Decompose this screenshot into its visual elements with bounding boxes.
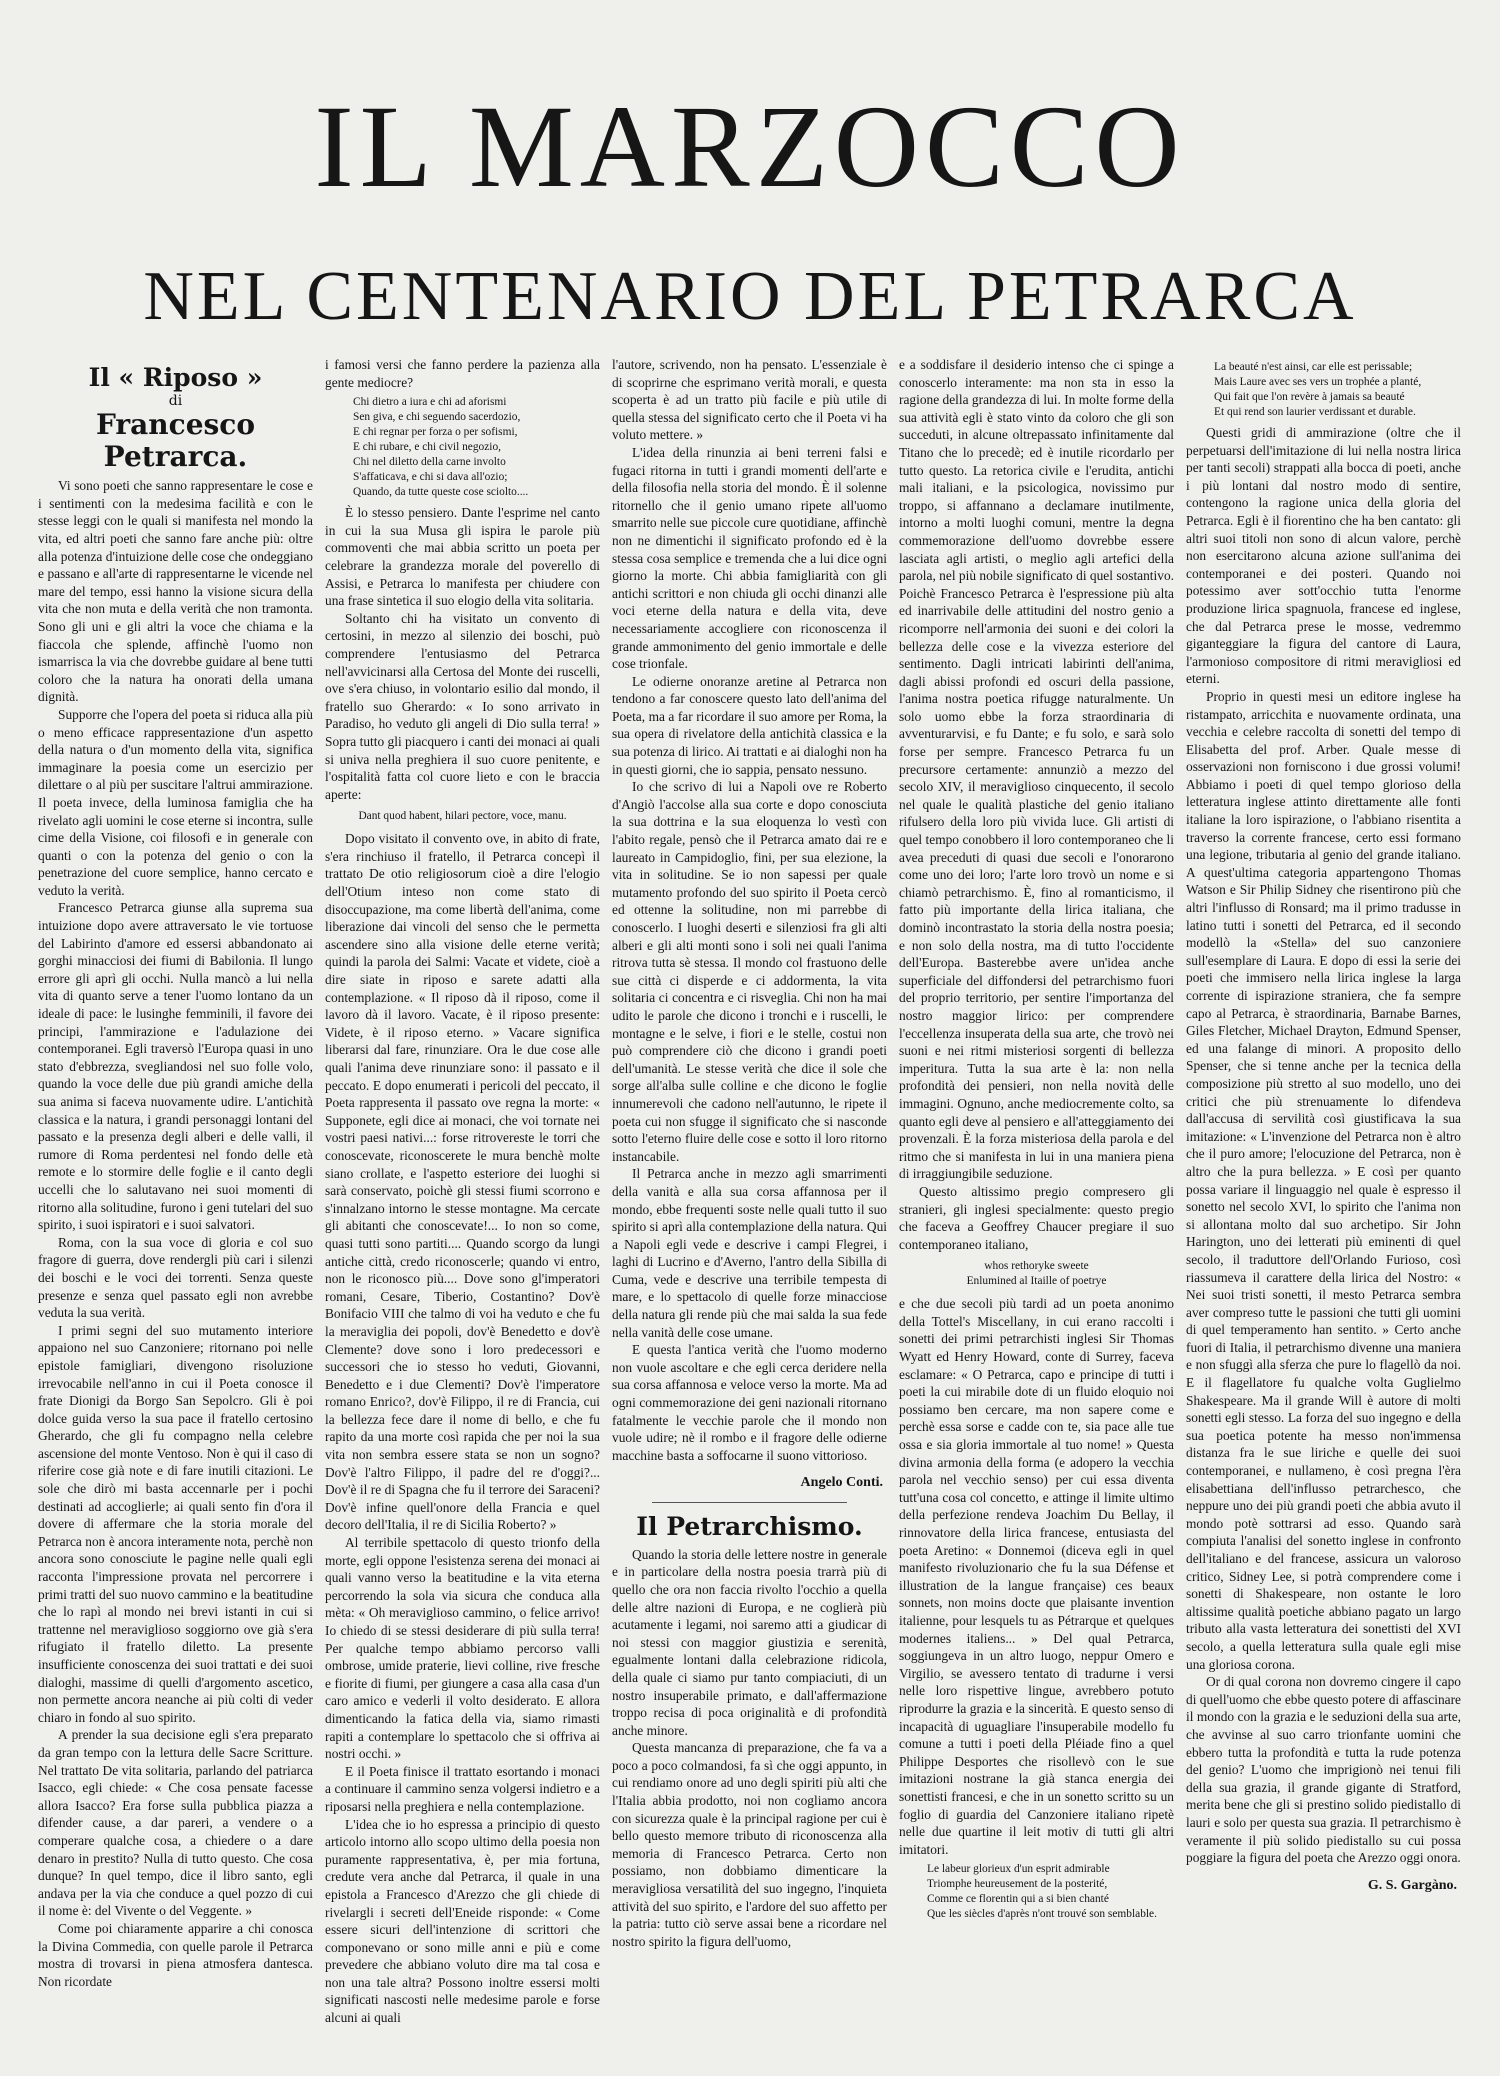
verse-quote — [325, 809, 600, 824]
verse-line: Quando, da tutte queste cose sciolto.... — [353, 486, 529, 499]
paragraph: Quando la storia delle lettere nostre in generale e in particolare della nostra poesia trarrà più di quello che ora non faccia rivolto l'occhio a quella delle altre nazioni di Europa, e ne coglierà più acutamente i legami, noi saremo atti a giudicar di noi stessi con maggior giustizia e serenità, egualmente lontani dalla celebrazione ridicola, della quale ci siamo pur tanto compiaciuti, di un nostro insuperabile primato, e dall'affermazione troppo recisa di poca originalità e di profondità anche minore. — [612, 1546, 887, 1738]
columns — [38, 356, 1462, 2046]
verse-line: Chi dietro a iura e chi ad aforismi — [353, 396, 507, 409]
verse-line: Et qui rend son laurier verdissant et durable. — [1214, 406, 1416, 418]
article-title: Il Petrarchismo. — [636, 1512, 863, 1541]
verse-line: E chi regnar per forza o per sofismi, — [353, 426, 518, 439]
verse-line: whos rethoryke sweete — [984, 1260, 1089, 1273]
verse-quote — [353, 395, 600, 500]
paragraph: Francesco Petrarca giunse alla suprema sua intuizione dopo avere attraversato le vie tortuose del Labirinto d'amore ed essersi abbandonato ai gorghi minacciosi dei fiumi di Babilonia. Il lungo errore gli aprì gli occhi. Nulla mancò a lui nella vita di quanto serve a tener l'uomo lontano da un ideale di pace: le lusinghe femminili, il favore dei principi, l'ammirazione e l'adulazione dei contemporanei. Egli traversò l'Europa quasi in uno stato d'ebbrezza, svegliandosi nel suo folle volo, quando la voce delle due più grandi amiche della sua anima si faceva nuovamente udire. L'antichità classica e la natura, i grandi personaggi lontani del passato e la presenza degli alberi e delle valli, il rumore di Roma perdentesi nel fondo delle età remote e lo stormire delle foglie e il canto degli uccelli che lo salutavano nei suoi momenti di ritorno alla solitudine, furono i geni tutelari del suo spirito, i suoi ispiratori e i suoi salvatori. — [38, 900, 313, 1233]
paragraph: Soltanto chi ha visitato un convento di certosini, in mezzo al silenzio dei boschi, può comprendere l'entusiasmo del Petrarca nell'avvicinarsi alla Certosa del Monte dei ruscelli, ove s'era chiuso, in volontario esilio dal mondo, il fratello suo Gherardo: « Io sono arrivato in Paradiso, ho veduto gli angeli di Dio sulla terra! » Sopra tutto gli piacquero i canti dei monaci ai quali si univa nella preghiera il suo cuore penitente, e l'ospitalità fatta col cuore lieto e con le braccia aperte: — [325, 610, 600, 802]
verse-line: Triomphe heureusement de la posterité, — [927, 1878, 1108, 1891]
column-1 — [38, 356, 313, 2046]
verse-line: Que les siècles d'après n'ont trouvé son semblable. — [927, 1908, 1157, 1921]
paragraph: I primi segni del suo mutamento interiore appaiono nel suo Canzoniere; ritornano poi nelle epistole famigliari, divengono risoluzione irrevocabile nell'anno in cui il Poeta conosce il frate Dionigi da Borgo San Sepolcro. Gli è poi dolce guida verso la sua pace il fratello certosino Gherardo, che gli fu compagno nella celebre ascensione del monte Ventoso. Non è qui il caso di riferire cose già note e di fare inutili citazioni. Le sole che dirò mi basta accennarle per i pochi destinati ad accoglierle; ai quali sento fin d'ora il dovere di affermare che la storia morale del Petrarca non è ancora interamente nota, perchè non ancora sono conosciute le pagine nelle quali egli racconta l'impressione provata nel percorrere i primi tratti del suo nuovo cammino e la beatitudine che lo rapì al mondo nei brevi istanti in cui si trattenne nel meraviglioso soggiorno ove già s'era rifugiato il fratello diletto. La presente insufficiente conoscenza dei suoi trattati e dei suoi dialoghi, massime di quelli d'argomento ascetico, non permette ancora neanche ai più colti di veder chiaro in fondo al suo spirito. — [38, 1322, 313, 1725]
paragraph: Vi sono poeti che sanno rappresentare le cose e i sentimenti con la medesima facilità e con le stesse leggi con le quali si manifesta nel mondo la vita, ed altri poeti che sanno fare anche più: oltre alla potenza d'intuizione delle cose che ondeggiano e passano e all'arte di rappresentarne le vicende nel mare del tempo, essi hanno la visione sicura della vita che non muta e della verità che non tramonta. Sono gli uni e gli altri la voce che chiama e la fiaccola che splende, affinchè l'uomo non ismarrisca la via che dovrebbe guidare al bene tutti coloro che la natura ha onorati della umana dignità. — [38, 478, 313, 705]
verse-quote — [927, 1862, 1174, 1922]
verse-line: E chi rubare, e chi civil negozio, — [353, 441, 502, 454]
verse-line: Comme ce florentin qui a si bien chanté — [927, 1893, 1109, 1906]
paragraph: Questa mancanza di preparazione, che fa va a poco a poco colmandosi, fa sì che oggi appunto, in cui rendiamo onore ad uno degli spiriti più alti che l'Italia abbia prodotto, noi non cogliamo ancora con sicurezza quale è la principal ragione per cui è bello questo memore tributo di riconoscenza alla memoria di Francesco Petrarca. Certo non possiamo, non dobbiamo dimenticare la meravigliosa versatilità del suo ingegno, l'inquieta attività del suo spirito, e l'ardore del suo affetto per la patria: tutto ciò serve assai bene a ricordare nel nostro spirito la figura dell'uomo, — [612, 1740, 887, 1949]
paragraph: E questa l'antica verità che l'uomo moderno non vuole ascoltare e che egli cerca deridere nella sua corsa affannosa e veloce verso la morte. Ma ad ogni commemorazione dei geni nazionali ritornano fatalmente le vecchie parole che il mondo non vuole udire; nè il rombo e il fragore delle odierne macchine basta a soffocarne il suono vittorioso. — [612, 1342, 887, 1463]
verse-line: Chi nel diletto della carne involto — [353, 456, 506, 469]
paragraph: Questi gridi di ammirazione (oltre che il perpetuarsi dell'imitazione di lui nella nostra lirica per tanti secoli) strappati alla bocca di poeti, anche i più lontani dal nostro modo di sentire, contengono la ragione unica della gloria del Petrarca. Egli è il fiorentino che ha ben cantato: gli altri suoi titoli non sono di alcun valore, perchè non esercitarono alcuna azione sull'anima dei contemporanei e dei posteri. Quando noi potessimo aver sott'occhio tutta l'enorme produzione lirica spagnuola, francese ed inglese, che dal Petrarca prese le mosse, vedremmo giganteggiare la figura del cantore di Laura, l'armonioso compositore di ritmi meravigliosi ed eterni. — [1186, 425, 1461, 687]
paragraph: Io che scrivo di lui a Napoli ove re Roberto d'Angiò l'accolse alla sua corte e dopo conosciuta la sua dottrina e la sua eloquenza lo vestì con l'abito regale, pensò che il Petrarca amato dai re e laureato in Campidoglio, fini, per sua elezione, la vita in solitudine. Se io non sapessi per quale mutamento profondo del suo spirito il Poeta cercò ed ottenne la solitudine, non mi parrebbe di conoscerlo. I luoghi deserti e silenziosi fra gli alti alberi e gli alti monti sono i soli nei quali l'anima ritrova tutta sè stessa. Il mondo col frastuono delle sue città ci disperde e ci addormenta, la vita solitaria ci concentra e ci risveglia. Chi non ha mai udito le parole che dicono i tronchi e i ruscelli, le montagne e le selve, i fiori e le stelle, costui non può comprendere ciò che dicono i grandi poeti dell'umanità. Le stesse verità che dice il sole che sorge all'alba sulle colline e che dicono le foglie innumerevoli che cadono nell'autunno, le ripete il poeta cui non sfugge il significato che si nasconde sotto l'eterno fluire delle cose e sotto il loro ritorno instancabile. — [612, 779, 887, 1164]
article-title-line: di — [168, 392, 183, 409]
paragraph: Questo altissimo pregio compresero gli stranieri, gli inglesi specialmente: questo pregio che faceva a Geoffrey Chaucer pregiare il suo contemporaneo italiano, — [899, 1183, 1174, 1252]
verse-line: Dant quod habent, hilari pectore, voce, manu. — [358, 810, 567, 823]
verse-line: Qui fait que l'on revère à jamais sa beauté — [1214, 391, 1405, 403]
paragraph: e che due secoli più tardi ad un poeta anonimo della Tottel's Miscellany, in cui erano raccolti i sonetti dei primi petrarchisti inglesi Sir Thomas Wyatt ed Henry Howard, conte di Surrey, faceva esclamare: « O Petrarca, capo e principe di tutti i poeti la cui mirabile dote di un fluido eloquio noi possiamo ben cercare, ma non sapere come e perchè essa sorse e cadde con te, sia pace alle tue ossa e sia gloria immortale al tuo nome! » Questa divina armonia della forma (e adopero la vecchia parola nel vecchio senso) per cui essa diventa tutt'una cosa col concetto, e attinge il limite ultimo della perfezione rendeva Joachim Du Bellay, il rinnovatore della lirica francese, entusiasta del poeta Aretino: « Donnemoi (diceva egli in quel manifesto rivoluzionario che fu la sua Défense et illustration de la langue française) ces beaux sonnets, non moins docte que plaisante invention italienne, pour lesquels tu as Pétrarque et quelques modernes italiens... » Del qual Petrarca, soggiungeva in un altro luogo, neppur Omero e Virgilio, se avessero tentato di tradurne i versi nelle loro rispettive lingue, avrebbero potuto riprodurre la grazia e la sincerità. E questo senso di incapacità di uguagliare l'insuperabile modello fu comune a tutti i poeti della Pléiade fino a quel Philippe Desportes che risollevò con le sue imitazioni nostrane la già stanca energia dei sonettisti francesi, e che in un sonetto scritto su un foglio di guardia del Canzoniere italiano ripetè nelle due quartine il leit motiv di tutti gli altri imitatori. — [899, 1296, 1174, 1857]
divider — [652, 1502, 847, 1503]
masthead: IL MARZOCCO — [314, 81, 1186, 212]
author-signature: G. S. Gargàno. — [1367, 1877, 1457, 1893]
column-5 — [1186, 356, 1461, 2046]
verse-quote — [1214, 360, 1461, 420]
paragraph: Come poi chiaramente apparire a chi conosca la Divina Commedia, con quelle parole il Petrarca mostra di trovarsi in piena atmosfera dantesca. Non ricordate — [38, 1920, 313, 1989]
verse-line: S'affaticava, e chi si dava all'ozio; — [353, 471, 508, 484]
paragraph: E il Poeta finisce il trattato esortando i monaci a continuare il cammino senza volgersi indietro e a riposarsi nella preghiera e nella contemplazione. — [325, 1763, 600, 1814]
paragraph: Le odierne onoranze aretine al Petrarca non tendono a far conoscere questo lato dell'anima del Poeta, ma a far ricordare il suo amore per Roma, la sua opera di rivelatore della antichità classica e la sua potenza di lirico. Ai trattati e ai dialoghi non ha in questi giorni, che io sappia, pensato nessuno. — [612, 673, 887, 777]
verse-line: Sen giva, e chi seguendo sacerdozio, — [353, 411, 521, 424]
article-title-line: Il « Riposo » — [88, 363, 263, 392]
article-title — [38, 364, 313, 473]
paragraph: Or di qual corona non dovremo cingere il capo di quell'uomo che ebbe questo potere di affascinare il mondo con la grazia e le seduzioni della sua arte, che avvinse al suo carro trionfante uomini che ebbero tutta la profondità e tutta la rude potenza del genio? L'uomo che imprigionò nei tenui fili della sua grazia, il grande gigante di Stratford, merita bene che gli si prestino solido piedistallo di lauri e solo per questa sua grazia. Il petrarchismo è veramente il più solido piedistallo su cui possa poggiare la figura del poeta che Arezzo oggi onora. — [1186, 1674, 1461, 1866]
paragraph: È lo stesso pensiero. Dante l'esprime nel canto in cui la sua Musa gli ispira le parole più commoventi che mai abbia scritto un poeta per celebrare la grandezza morale del poverello di Assisi, e Petrarca lo manifesta per chiudere con una frase sintetica il suo elogio della vita solitaria. — [325, 505, 600, 609]
paragraph: L'idea della rinunzia ai beni terreni falsi e fugaci ritorna in tutti i grandi momenti dell'arte e della filosofia nella storia del mondo. È il solenne ritornello che il genio umano ripete all'uomo smarrito nelle sue piccole cure quotidiane, affinchè non ne dimentichi il significato profondo ed è la stessa cosa semplice e tremenda che a lui dice ogni giorno la morte. Chi abbia famigliarità con gli antichi scrittori e non chiuda gli occhi dinanzi alle voci eterne della natura e della vita, deve necessariamente accogliere con riconoscenza il grande ammonimento del genio immortale e delle cose trionfale. — [612, 444, 887, 672]
verse-line: Mais Laure avec ses vers un trophée a planté, — [1214, 376, 1422, 388]
paragraph: Roma, con la sua voce di gloria e col suo fragore di guerra, dove rendergli più cari i silenzi dei boschi e le voci dei torrenti. Senza queste presenze e senza quel passato egli non avrebbe veduta la sua verità. — [38, 1234, 313, 1321]
verse-line: Enlumined al Itaille of poetrye — [966, 1275, 1107, 1288]
column-2 — [325, 356, 600, 2046]
paragraph: Il Petrarca anche in mezzo agli smarrimenti della vanità e alla sua corsa affannosa per il mondo, ebbe frequenti soste nelle quali tutto il suo spirito si aprì alla contemplazione della natura. Qui a Napoli egli vede e descrive i campi Flegrei, i laghi di Lucrino e d'Averno, l'antro della Sibilla di Cuma, vede e descrive una terribile tempesta di mare, e lo spettacolo di quelle forze minacciose della natura gli rende più che mai salda la sua fede nella vanità delle cose umane. — [612, 1166, 887, 1340]
paragraph: Dopo visitato il convento ove, in abito di frate, s'era rinchiuso il fratello, il Petrarca concepì il trattato De otio religiosorum cioè a dire l'elogio dell'Otium inteso non come stato di disoccupazione, ma come libertà dell'anima, come liberazione dai vincoli del senso che le permetta ascendere sino alla visione delle eterne verità; quindi la parola dei Salmi: Vacate et videte, cioè a dire siate in riposo e sarete adatti alla contemplazione. « Il riposo dà il riposo, come il lavoro dà il lavoro. Vacate, è il riposo presente: Videte, è il riposo eterno. » Vacare significa liberarsi dal fare, rinunziare. Ora le due cose alle quali l'anima deve rinunziare sono: il passato e il peccato. E dopo enumerati i pericoli del peccato, il Poeta rappresenta il passato ove regna la morte: « Supponete, egli dice ai monaci, che voi tornate nei vostri paesi nativi...: forse ritrovereste le torri che conoscevate, riconoscerete le mura benchè molte siano crollate, e l'aspetto esteriore dei luoghi si sarà conservato, poichè gli stessi fiumi scorrono e s'innalzano intorno le stesse montagne. Ma cercate gli abitanti che conoscevate!... Io non so come, quasi tutti sono partiti.... Quando scorgo da lungi antiche città, credo riconoscerle; quando vi entro, non le riconosco più.... Dove sono gl'imperatori romani, Cesare, Tiberio, Costantino? Dov'è Bonifacio VIII che talmo di voi ha veduto e che fu la meraviglia dei popoli, dov'è Benedetto e dov'è Clemente? dove sono i loro predecessori e successori che io stesso ho veduti, Giovanni, Benedetto e i due Clementi? Dov'è l'imperatore romano Enrico?, dov'è Filippo, il re di Francia, cui la bellezza fece dare il nome di bello, e che fu rapito da una morte così rapida che per noi la sua vita non sembra essere stata se non un sogno? Dov'è l'altro Filippo, il padre del re d'oggi?... Dov'è il re di Spagna che fu il terrore dei Saraceni? Dov'è infine quell'onore della Francia e quel decoro dell'Italia, il re di Sicilia Roberto? » — [325, 831, 600, 1533]
article-title-line: Francesco Petrarca. — [96, 407, 255, 474]
paragraph: Al terribile spettacolo di questo trionfo della morte, egli oppone l'esistenza serena dei monaci ai quali vanno verso la beatitudine e la vita eterna percorrendo la sola via sicura che conduca alla mèta: « Oh meraviglioso cammino, o felice arrivo! Io chiedo di se stessi desiderare di più sulla terra! Per qualche tempo abbiamo percorso valli ombrose, umide praterie, lievi colline, rive fresche e fiorite di fiumi, per giungere a casa alla casa d'un caro amico e vederli il volto desiderato. E allora dimenticando la fatica della via, siamo rimasti rapiti a contemplare lo spettacolo che si offriva ai nostri occhi. » — [325, 1535, 600, 1762]
paragraph: Proprio in questi mesi un editore inglese ha ristampato, arricchita e nuovamente ordinata, una vecchia e celebre raccolta di sonetti del tempo di Elisabetta del prof. Arber. Quale messe di osservazioni non forniscono i due grossi volumi! Abbiamo i poeti di quel tempo glorioso della letteratura inglese attinto direttamente alle fonti italiane la loro ispirazione, o l'abbiano risentita a traverso la corrente francese, certo essi formano una legione, tributaria al genio del grande italiano. A quest'ultima categoria appartengono Thomas Watson e Sir Philip Sidney che risentirono più che altri l'influsso di Ronsard; ma il primo tradusse in latino tutti i sonetti del Petrarca, ed il secondo modellò la «Stella» del suo canzoniere sull'esemplare di Laura. E dopo di essi la serie dei poeti che immisero nella lirica inglese la larga corrente di ispirazione straniera, che fa sempre capo al Petrarca, è straordinaria, Barnabe Barnes, Giles Fletcher, Michael Drayton, Edmund Spenser, ed una falange di minori. A proposito dello Spenser, che si tenne anche per la tecnica della composizione più stretto al suo modello, uno dei critici che più strenuamente lo difendeva dall'accusa di servilità così giustificava la sua imitazione: « L'invenzione del Petrarca non è altro che il puro amore; l'elocuzione del Petrarca, non è altro che la pura bellezza. » E così per quanto possa variare il linguaggio nel quale è espresso il sonetto nel secolo XVI, lo spirito che l'anima non si allontana molto dal suo archetipo. Sir John Harington, uno dei letterati più eminenti di quel secolo, il traduttore dell'Orlando Furioso, così riassumeva il carattere della lirica del Nostro: « Nei suoi tristi sonetti, il mesto Petrarca sembra aver compreso tutte le passioni che tutti gli uomini di quel temperamento han sentito. » Certo anche fuori di Italia, il petrarchismo divenne una maniera e non sfuggì alla sferza che pure lo flagellò da noi. E il flagellatore fu qualche volta Guglielmo Shakespeare. Ma il grande Will è autore di molti sonetti egli stesso. La forza del suo ingegno e della sua poetica potente ha messo non'immensa distanza fra le sue liriche e quelle dei suoi contemporanei, e nullameno, è così pregna l'èra elisabettiana dell'influsso petrarchesco, che neppure uno dei più grandi poeti che abbia avuto il mondo potè sottrarsi ad esso. Quando sarà compiuta l'analisi del sonetto inglese in confronto dell'italiano e del francese, assicura un valoroso critico, Sidney Lee, si potrà comprendere come i sonetti di Shakespeare, non ostante le loro altissime qualità poetiche abbiano pagato un largo tributo alla vasta letteratura dei sonettisti del XVI secolo, a quella letteratura sulla quale egli mise una gloriosa corona. — [1186, 688, 1461, 1672]
author-signature: Angelo Conti. — [800, 1475, 883, 1491]
paragraph: Supporre che l'opera del poeta si riduca alla più o meno efficace rappresentazione d'un aspetto della natura o d'un momento della vita, significa immaginare la poesia come un esercizio per dilettare o al più per suscitare l'altrui ammirazione. Il poeta invece, della luminosa famiglia che ha rivelato agli uomini le cose eterne si incontra, sulle cime della Visione, coi filosofi e in generale con quanti o con la potenza del genio o con la penetrazione del cuore semplice, hanno cercato e veduto la verità. — [38, 706, 313, 898]
subtitle: NEL CENTENARIO DEL PETRARCA — [143, 258, 1357, 335]
paragraph: L'idea che io ho espressa a principio di questo articolo intorno allo scopo ultimo della poesia non puramente rappresentativa, è, per mia fortuna, credute vera anche dal Petrarca, il quale in una epistola a Francesco d'Arezzo che gli chiede di rivelargli i secreti dell'Eneide risponde: « Come essere sicuri dell'intenzione di scrittori che componevano or sono mille anni e più e come prevedere che abbiano voluto dire ma tal cosa e non una tale altra? Possono inoltre essersi molti significati nascosti nelle medesime parole e forse alcuni ai quali — [325, 1816, 600, 2026]
paragraph: e a soddisfare il desiderio intenso che ci spinge a conoscerlo interamente: ma non sta in esso la ragione della grandezza di lui. In molte forme della sua attività egli è stato vinto da coloro che gli son succeduti, in alcune oltrepassato infinitamente dal Titano che lo precedè; ed è inutile ricordarlo per tutto questo. La retorica civile e l'erudita, antichi mali italiani, e la psicologica, novissimo pur troppo, si affannano a declamare inutilmente, intorno a molti luoghi comuni, mentre la degna commemorazione dell'uomo dovrebbe essere lasciata agli artisti, o meglio agli artefici della parola, nel più nobile significato di quel sostantivo. Poichè Francesco Petrarca è l'espressione più alta ed inarrivabile delle attitudini del nostro genio a ricomporre nell'armonia dei suoni e dei colori la bellezza delle cose e la vivezza esteriore del sentimento. Dagli intricati labirinti dell'anima, dagli abissi profondi ed oscuri della passione, l'anima nostra poetica rifugge naturalmente. Un solo uomo ebbe la forza straordinaria di avventurarvisi, e fu Dante; e fu solo, e sarà solo forse per sempre. Francesco Petrarca fu un precursore certamente: annunziò a mezzo del secolo XIV, il meraviglioso cinquecento, il secolo nel quale le qualità plastiche del genio italiano rifulsero della loro più vivida luce. Gli artisti di quel tempo conobbero il loro contemporaneo che li avea preceduti di quasi due secoli e l'onorarono come uno dei loro; l'arte loro trovò un nome e si chiamò petrarchismo. È, fino al romanticismo, il fatto più importante della lirica italiana, che dominò incontrastato la storia della nostra poesia; e non solo della nostra, ma di tutto l'occidente dell'Europa. Basterebbe avere un'idea anche superficiale del diffondersi del petrarchismo fuori del proprio territorio, per sentire l'importanza del nostro maggior lirico: per comprendere l'eccellenza insuperata della sua arte, che trovò nei suoni e nei ritmi misteriosi sorgenti di bellezza imperitura. Tutta la sua arte è la: non nella profondità dei pensieri, non nella novità delle immagini. Ognuno, anche mediocremente colto, sa quanto egli deve al pensiero e all'atteggiamento dei provenzali. È la forza misteriosa della parola e del ritmo che si manifesta in lui in una maniera piena di irraggiungibile seduzione. — [899, 357, 1174, 1182]
paragraph: l'autore, scrivendo, non ha pensato. L'essenziale è di scoprirne che esprimano verità morali, e questa scoperta è ad un tratto più facile e più utile di quella stessa del significato certo che il Poeta vi ha voluto mettere. » — [612, 357, 887, 443]
verse-line: La beauté n'est ainsi, car elle est perissable; — [1214, 361, 1413, 373]
paragraph: A prender la sua decisione egli s'era preparato da gran tempo con la lettura delle Sacre Scritture. Nel trattato De vita solitaria, parlando del patriarca Isacco, egli chiede: « Che cosa pensate facesse allora Isacco? Era forse sulla pubblica piazza a difender cause, a dar pareri, a vendere o a comperare qualche cosa, a chiedere o a dare denaro in prestito? Nulla di tutto questo. Che cosa dunque? In quel tempo, dice il libro santo, egli andava per la via che conduce a quel pozzo di cui il nome è: del Vivente o del Veggente. » — [38, 1727, 313, 1919]
verse-line: Le labeur glorieux d'un esprit admirable — [927, 1863, 1110, 1876]
paragraph: i famosi versi che fanno perdere la pazienza alla gente mediocre? — [325, 357, 600, 390]
column-3 — [612, 356, 887, 2046]
column-4 — [899, 356, 1174, 2046]
verse-quote — [899, 1259, 1174, 1289]
